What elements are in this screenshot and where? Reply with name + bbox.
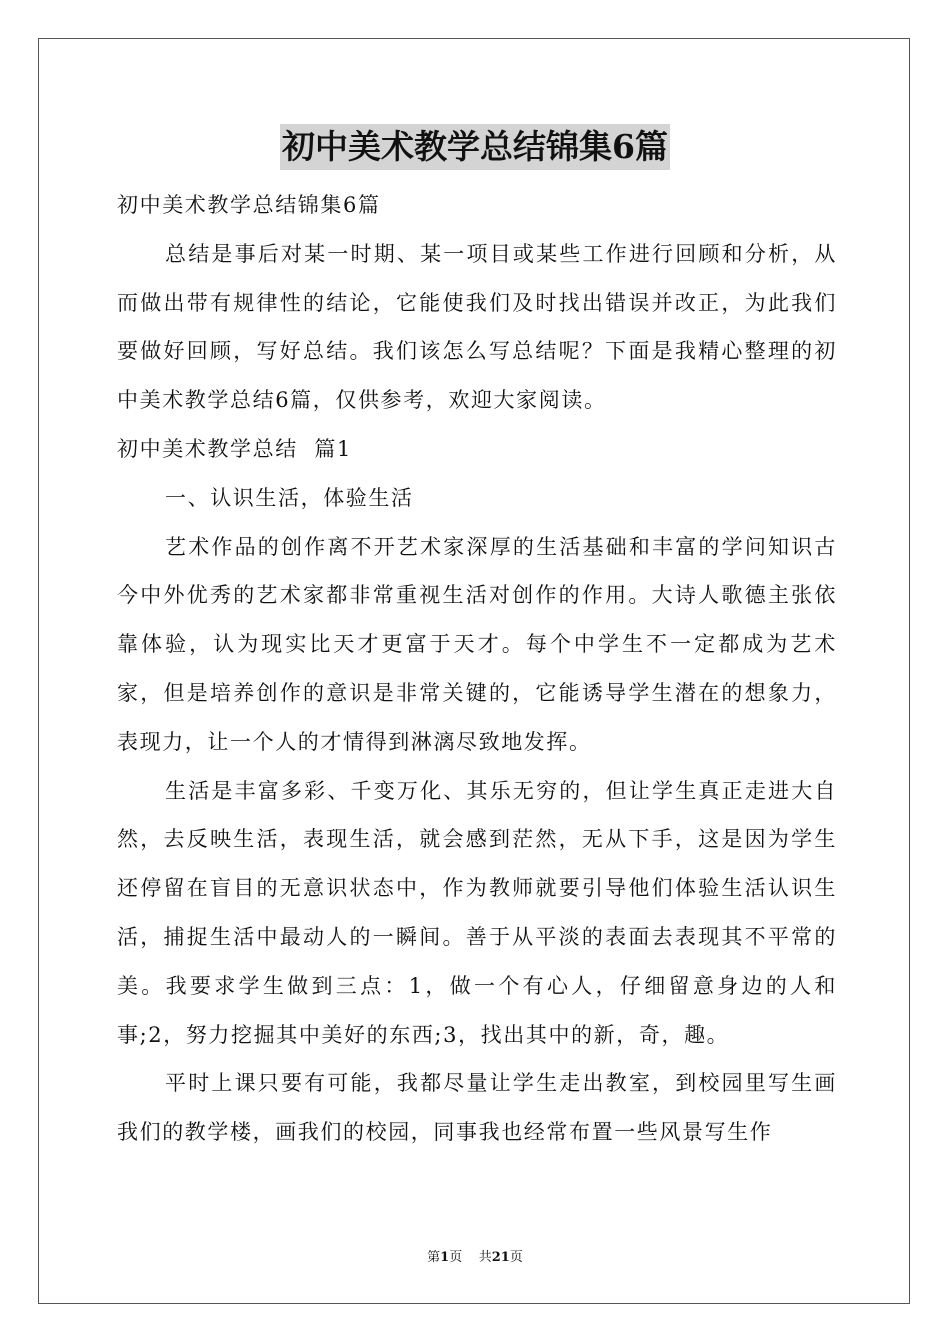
body-paragraph-3: 平时上课只要有可能，我都尽量让学生走出教室，到校园里写生画我们的教学楼，画我们的校园，同事我也经常布置一些风景写生作 [117, 1071, 837, 1145]
section-heading: 初中美术教学总结 篇1 [117, 436, 352, 461]
page-prefix: 第 [427, 1250, 441, 1265]
document-subtitle: 初中美术教学总结锦集6篇 [117, 193, 381, 217]
document-body [117, 181, 837, 1157]
point-heading: 一、认识生活，体验生活 [165, 485, 414, 510]
title-container [0, 124, 950, 170]
page-total: 21 [491, 1250, 510, 1265]
intro-paragraph: 总结是事后对某一时期、某一项目或某些工作进行回顾和分析，从而做出带有规律性的结论，它能使我们及时找出错误并改正，为此我们要做好回顾，写好总结。我们该怎么写总结呢？下面是我精心整理的初中美术教学总结6篇，仅供参考，欢迎大家阅读。 [117, 241, 837, 413]
page-current: 1 [440, 1250, 450, 1265]
body-paragraph-1: 艺术作品的创作离不开艺术家深厚的生活基础和丰富的学问知识古今中外优秀的艺术家都非常重视生活对创作的作用。大诗人歌德主张依靠体验，认为现实比天才更富于天才。每个中学生不一定都成为艺术家，但是培养创作的意识是非常关键的，它能诱导学生潜在的想象力，表现力，让一个人的才情得到淋漓尽致地发挥。 [117, 534, 837, 754]
page-footer [0, 1246, 950, 1265]
page-mid: 页 共 [449, 1250, 492, 1265]
document-title: 初中美术教学总结锦集6篇 [280, 124, 670, 170]
page-suffix: 页 [509, 1250, 523, 1265]
body-paragraph-2: 生活是丰富多彩、千变万化、其乐无穷的，但让学生真正走进大自然，去反映生活，表现生活，就会感到茫然，无从下手，这是因为学生还停留在盲目的无意识状态中，作为教师就要引导他们体验生活认识生活，捕捉生活中最动人的一瞬间。善于从平淡的表面去表现其不平常的美。我要求学生做到三点：1，做一个有心人，仔细留意身边的人和事;2，努力挖掘其中美好的东西;3，找出其中的新，奇，趣。 [117, 778, 837, 1047]
